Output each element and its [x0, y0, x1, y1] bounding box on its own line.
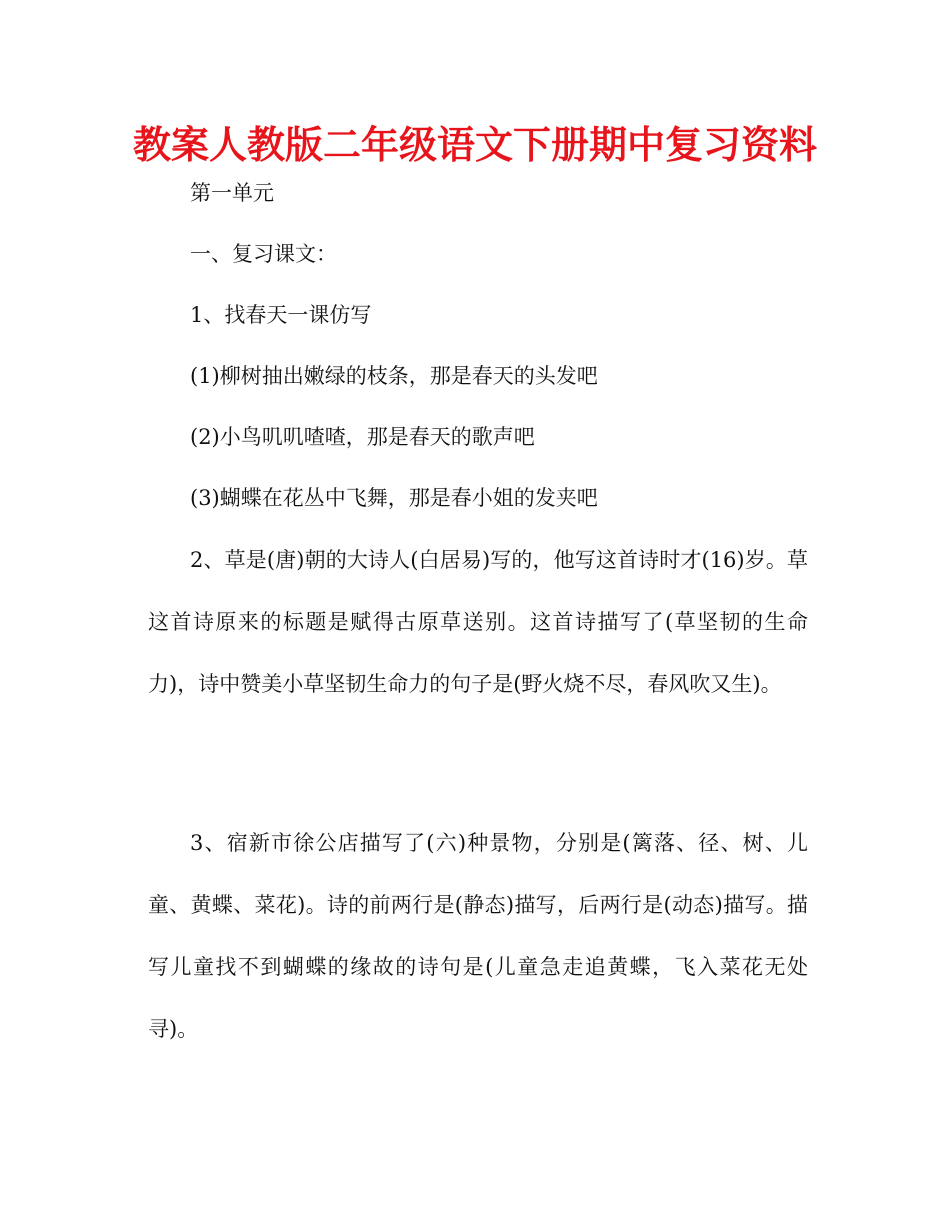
section-heading: 一、复习课文： [190, 242, 337, 266]
item-1-heading: 1、找春天一课仿写 [190, 303, 372, 327]
unit-heading: 第一单元 [190, 181, 274, 205]
example-3: (3)蝴蝶在花丛中飞舞，那是春小姐的发夹吧 [190, 486, 598, 510]
example-1: (1)柳树抽出嫩绿的枝条，那是春天的头发吧 [190, 364, 598, 388]
item-3-paragraph: 3、宿新市徐公店描写了(六)种景物，分别是(篱落、径、树、儿童、黄蝶、菜花)。诗的前两行是(静态)描写，后两行是(动态)描写。描写儿童找不到蝴蝶的缘故的诗句是(儿童急走追黄蝶，飞入菜花无处寻)。 [148, 831, 808, 1041]
item-2-paragraph: 2、草是(唐)朝的大诗人(白居易)写的，他写这首诗时才(16)岁。草这首诗原来的标题是赋得古原草送别。这首诗描写了(草坚韧的生命力)，诗中赞美小草坚韧生命力的句子是(野火烧不尽，春风吹又生)。 [148, 548, 808, 696]
page-title: 教案人教版二年级语文下册期中复习资料 [132, 123, 817, 167]
example-2: (2)小鸟叽叽喳喳，那是春天的歌声吧 [190, 425, 535, 449]
